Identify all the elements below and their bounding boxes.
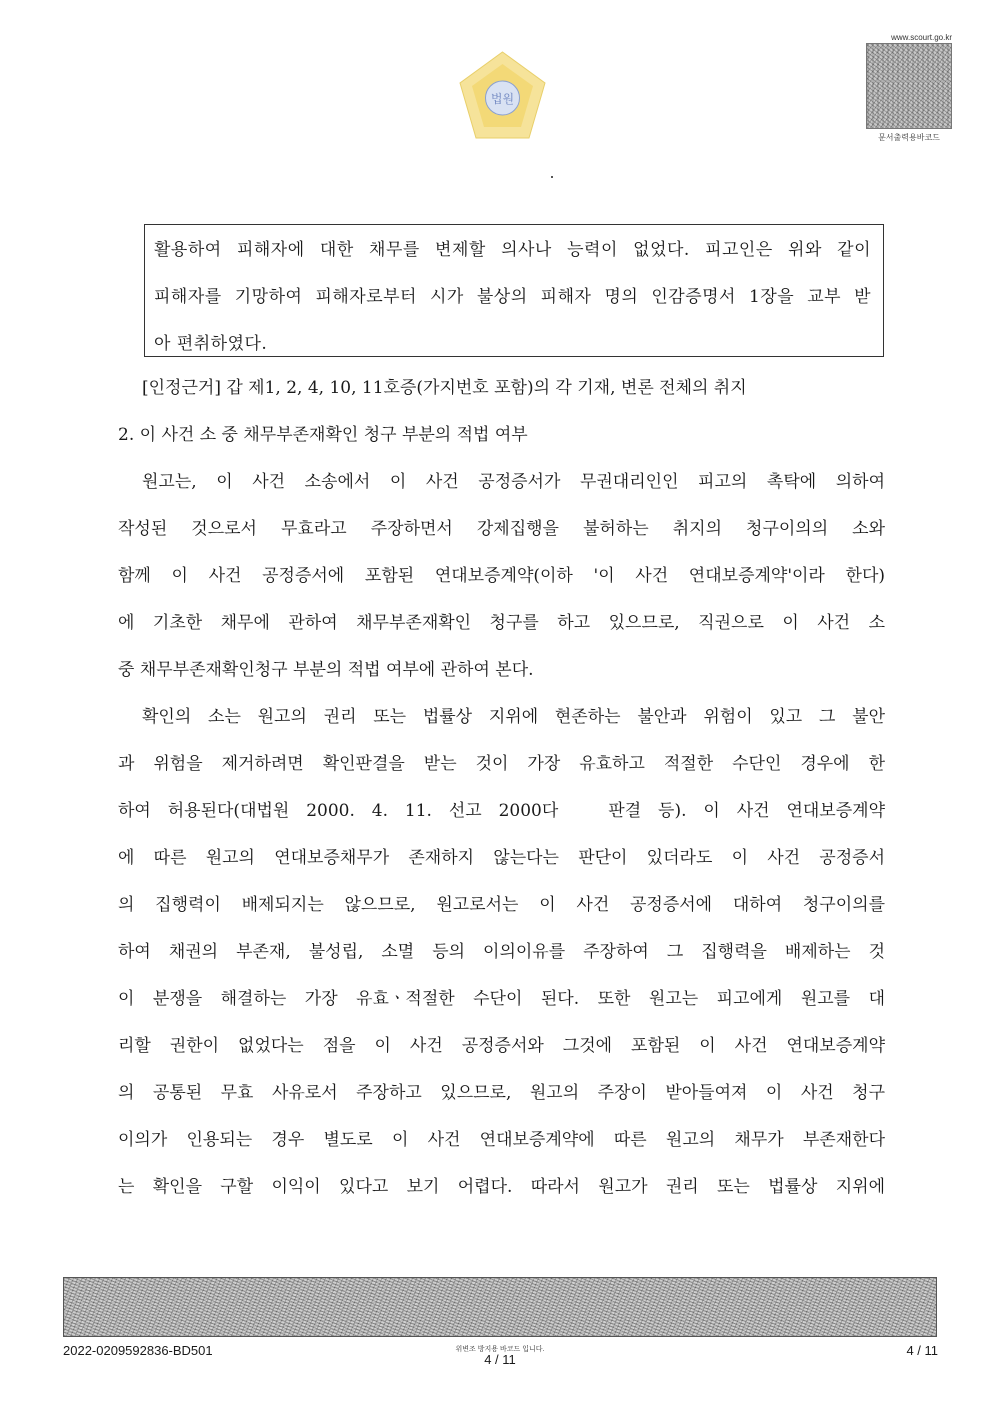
- anti-forgery-barcode: [63, 1277, 937, 1337]
- citation-part: 판결 등). 이 사건 연대보증계약: [608, 801, 885, 821]
- box-line: 활용하여 피해자에 대한 채무를 변제할 의사나 능력이 없었다. 피고인은 위와 같이: [154, 240, 871, 260]
- basis-line: [인정근거] 갑 제1, 2, 4, 10, 11호증(가지번호 포함)의 각 기재, 변론 전체의 취지: [142, 378, 747, 398]
- paragraph-line: 원고는, 이 사건 소송에서 이 사건 공정증서가 무권대리인인 피고의 촉탁에 의하여: [142, 472, 885, 492]
- qr-code-pattern: [866, 43, 952, 129]
- paragraph-line: 에 기초한 채무에 관하여 채무부존재확인 청구를 하고 있으므로, 직권으로 이 사건 소: [118, 613, 885, 633]
- paragraph-line: 과 위험을 제거하려면 확인판결을 받는 것이 가장 유효하고 적절한 수단인 경우에 한: [118, 754, 885, 774]
- page-number-right: 4 / 11: [906, 1343, 938, 1358]
- barcode-note: 위변조 방지용 바코드 입니다.: [455, 1346, 545, 1353]
- quoted-text-box: [144, 224, 884, 357]
- court-seal-logo: [455, 48, 550, 143]
- qr-caption: 문서출력용바코드: [878, 133, 940, 142]
- document-id: 2022-0209592836-BD501: [63, 1343, 213, 1358]
- paragraph-line: 중 채무부존재확인청구 부분의 적법 여부에 관하여 본다.: [118, 660, 534, 680]
- paragraph-line: 함께 이 사건 공정증서에 포함된 연대보증계약(이하 '이 사건 연대보증계약'이라 한다): [118, 566, 885, 586]
- section-heading: 2. 이 사건 소 중 채무부존재확인 청구 부분의 적법 여부: [118, 425, 528, 445]
- qr-code: [866, 33, 952, 143]
- paragraph-line: 리할 권한이 없었다는 점을 이 사건 공정증서와 그것에 포함된 이 사건 연대보증계약: [118, 1036, 885, 1056]
- paragraph-line: 하여 채권의 부존재, 불성립, 소멸 등의 이의이유를 주장하여 그 집행력을 배제하는 것: [118, 942, 885, 962]
- paragraph-line: 작성된 것으로서 무효라고 주장하면서 강제집행을 불허하는 취지의 청구이의의 소와: [118, 519, 885, 539]
- paragraph-line: [118, 788, 885, 835]
- paragraph-line: 확인의 소는 원고의 권리 또는 법률상 지위에 현존하는 불안과 위험이 있고 그 불안: [142, 707, 885, 727]
- paragraph-line: 이의가 인용되는 경우 별도로 이 사건 연대보증계약에 따른 원고의 채무가 부존재한다: [118, 1130, 885, 1150]
- speck: [551, 176, 553, 178]
- paragraph-line: 의 공통된 무효 사유로서 주장하고 있으므로, 원고의 주장이 받아들여져 이 사건 청구: [118, 1083, 885, 1103]
- box-line: 피해자를 기망하여 피해자로부터 시가 불상의 피해자 명의 인감증명서 1장을 교부 받: [154, 287, 871, 307]
- paragraph-line: 는 확인을 구할 이익이 있다고 보기 어렵다. 따라서 원고가 권리 또는 법률상 지위에: [118, 1177, 885, 1197]
- paragraph-line: 이 분쟁을 해결하는 가장 유효ㆍ적절한 수단이 된다. 또한 원고는 피고에게 원고를 대: [118, 989, 885, 1009]
- paragraph-line: 의 집행력이 배제되지는 않으므로, 원고로서는 이 사건 공정증서에 대하여 청구이의를: [118, 895, 885, 915]
- box-line: 아 편취하였다.: [154, 334, 268, 354]
- seal-text: 법원: [490, 92, 515, 106]
- paragraph-line: 에 따른 원고의 연대보증채무가 존재하지 않는다는 판단이 있더라도 이 사건 공정증서: [118, 848, 885, 868]
- document-body: [118, 365, 885, 1211]
- page-number-center: 4 / 11: [484, 1352, 516, 1367]
- qr-url: www.scourt.go.kr: [891, 33, 952, 42]
- citation-part: 하여 허용된다(대법원 2000. 4. 11. 선고 2000다: [118, 801, 559, 821]
